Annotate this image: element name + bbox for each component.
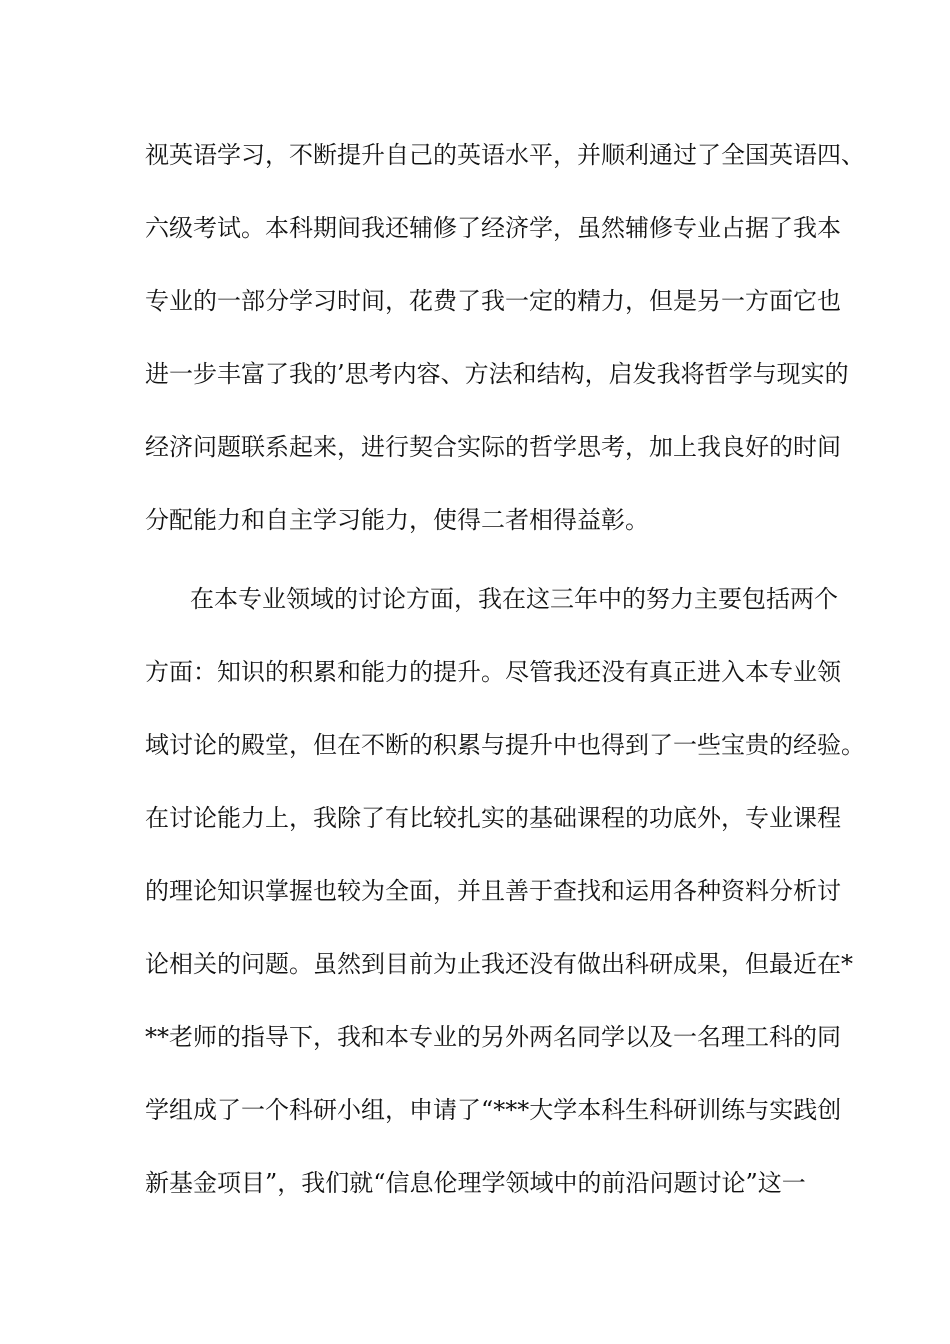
text-line-14: 学组成了一个科研小组，申请了“***大学本科生科研训练与实践创: [145, 1096, 842, 1124]
text-line-11: 的理论知识掌握也较为全面，并且善于查找和运用各种资料分析讨: [145, 877, 841, 905]
text-line-2: 六级考试。本科期间我还辅修了经济学，虽然辅修专业占据了我本: [145, 214, 841, 242]
text-line-1: 视英语学习，不断提升自己的英语水平，并顺利通过了全国英语四、: [145, 141, 865, 169]
text-line-9: 域讨论的殿堂，但在不断的积累与提升中也得到了一些宝贵的经验。: [145, 731, 865, 759]
text-line-15: 新基金项目”，我们就“信息伦理学领域中的前沿问题讨论”这一: [145, 1169, 806, 1197]
text-line-4: 进一步丰富了我的’思考内容、方法和结构，启发我将哲学与现实的: [145, 360, 849, 388]
text-line-13: **老师的指导下，我和本专业的另外两名同学以及一名理工科的同: [145, 1023, 841, 1051]
text-line-10: 在讨论能力上，我除了有比较扎实的基础课程的功底外，专业课程: [145, 804, 841, 832]
text-line-6: 分配能力和自主学习能力，使得二者相得益彰。: [145, 506, 649, 534]
text-line-7: 在本专业领域的讨论方面，我在这三年中的努力主要包括两个: [190, 585, 838, 613]
text-line-3: 专业的一部分学习时间，花费了我一定的精力，但是另一方面它也: [145, 287, 841, 315]
text-line-8: 方面：知识的积累和能力的提升。尽管我还没有真正进入本专业领: [145, 658, 841, 686]
text-line-12: 论相关的问题。虽然到目前为止我还没有做出科研成果，但最近在*: [145, 950, 853, 978]
text-line-5: 经济问题联系起来，进行契合实际的哲学思考，加上我良好的时间: [145, 433, 841, 461]
